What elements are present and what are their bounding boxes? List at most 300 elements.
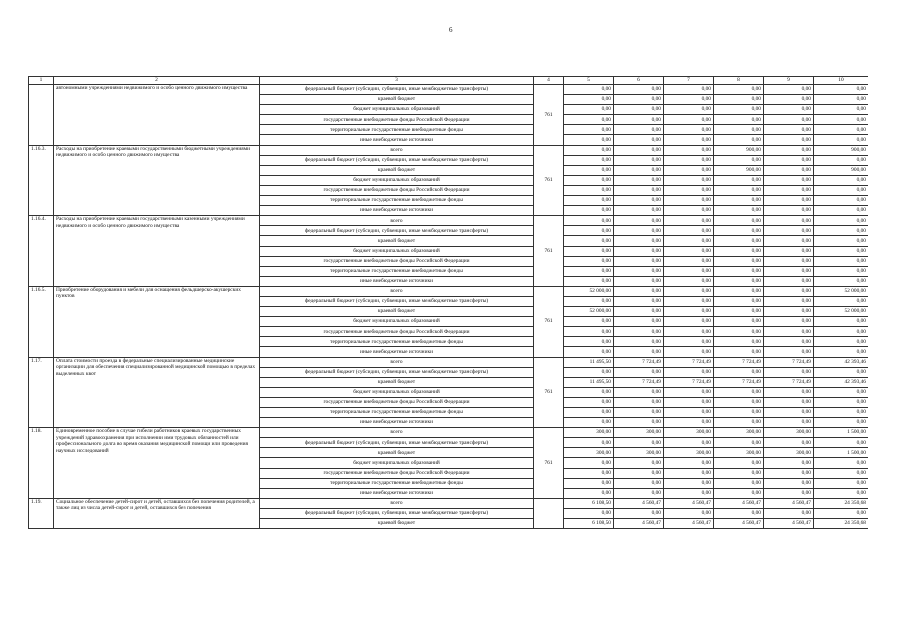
- year-value: 52 000,00: [564, 286, 614, 296]
- year-value: 0,00: [714, 276, 764, 286]
- year-value: 0,00: [564, 256, 614, 266]
- year-value: 0,00: [664, 226, 714, 236]
- total-value: 0,00: [814, 125, 869, 135]
- year-value: 0,00: [614, 165, 664, 175]
- total-value: 0,00: [814, 347, 869, 357]
- year-value: 0,00: [714, 418, 764, 428]
- year-value: 0,00: [764, 337, 814, 347]
- year-value: 0,00: [614, 317, 664, 327]
- year-value: 0,00: [564, 276, 614, 286]
- year-value: 0,00: [614, 266, 664, 276]
- year-value: 6 108,50: [564, 519, 614, 529]
- funding-source: федеральный бюджет (субсидии, субвенции, иные межбюджетные трансферты): [260, 438, 534, 448]
- item-code: 1.17.: [29, 357, 54, 428]
- column-number-header: 4: [534, 77, 564, 85]
- year-value: 0,00: [614, 155, 664, 165]
- funding-source: всего: [260, 428, 534, 438]
- column-number-header: 2: [54, 77, 260, 85]
- year-value: 0,00: [564, 387, 614, 397]
- total-value: 0,00: [814, 135, 869, 145]
- total-value: 1 500,00: [814, 428, 869, 438]
- grbs-code: 761: [534, 145, 564, 216]
- year-value: 0,00: [664, 286, 714, 296]
- year-value: 0,00: [764, 175, 814, 185]
- total-value: 1 500,00: [814, 448, 869, 458]
- column-number-header: 3: [260, 77, 534, 85]
- year-value: 0,00: [664, 408, 714, 418]
- funding-source: государственные внебюджетные фонды Российской Федерации: [260, 185, 534, 195]
- year-value: 0,00: [764, 307, 814, 317]
- year-value: 7 724,49: [714, 377, 764, 387]
- year-value: 0,00: [714, 206, 764, 216]
- funding-source: федеральный бюджет (субсидии, субвенции, иные межбюджетные трансферты): [260, 155, 534, 165]
- year-value: 0,00: [614, 488, 664, 498]
- funding-source: иные внебюджетные источники: [260, 347, 534, 357]
- total-value: 900,00: [814, 145, 869, 155]
- total-value: 0,00: [814, 95, 869, 105]
- year-value: 0,00: [564, 216, 614, 226]
- year-value: 0,00: [614, 478, 664, 488]
- item-name: автономными учреждениями недвижимого и особо ценного движимого имущества: [54, 85, 260, 146]
- total-value: 0,00: [814, 266, 869, 276]
- year-value: 0,00: [614, 105, 664, 115]
- total-value: 0,00: [814, 296, 869, 306]
- funding-source: иные внебюджетные источники: [260, 488, 534, 498]
- year-value: 0,00: [564, 236, 614, 246]
- funding-source: государственные внебюджетные фонды Российской Федерации: [260, 256, 534, 266]
- year-value: 0,00: [614, 337, 664, 347]
- funding-source: иные внебюджетные источники: [260, 276, 534, 286]
- funding-source: всего: [260, 286, 534, 296]
- funding-source: краевой бюджет: [260, 165, 534, 175]
- total-value: 0,00: [814, 418, 869, 428]
- year-value: 0,00: [764, 488, 814, 498]
- year-value: 0,00: [664, 438, 714, 448]
- total-value: 42 393,46: [814, 357, 869, 367]
- year-value: 0,00: [564, 468, 614, 478]
- year-value: 0,00: [664, 387, 714, 397]
- year-value: 0,00: [564, 408, 614, 418]
- year-value: 0,00: [614, 175, 664, 185]
- year-value: 0,00: [714, 105, 764, 115]
- year-value: 0,00: [614, 397, 664, 407]
- year-value: 0,00: [764, 165, 814, 175]
- year-value: 0,00: [714, 387, 764, 397]
- item-code: 1.18.: [29, 428, 54, 499]
- column-number-header: 8: [714, 77, 764, 85]
- year-value: 300,00: [714, 448, 764, 458]
- total-value: 0,00: [814, 508, 869, 518]
- year-value: 4 560,47: [664, 519, 714, 529]
- year-value: 0,00: [614, 296, 664, 306]
- year-value: 0,00: [714, 408, 764, 418]
- table-body: [29, 85, 869, 529]
- year-value: 0,00: [764, 145, 814, 155]
- item-name: Социальное обеспечение детей-сирот и детей, оставшихся без попечения родителей, а также лиц из числа детей-сирот и детей, оставшихся без попечения: [54, 498, 260, 528]
- year-value: 300,00: [564, 448, 614, 458]
- funding-source: территориальные государственные внебюджетные фонды: [260, 478, 534, 488]
- year-value: 0,00: [664, 478, 714, 488]
- funding-source: краевой бюджет: [260, 95, 534, 105]
- year-value: 4 560,47: [714, 519, 764, 529]
- year-value: 0,00: [714, 85, 764, 95]
- item-name: Единовременное пособие в случае гибели работников краевых государственных учреждений здравоохранения при исполнении ими трудовых обязанностей или профессионального долга во время оказания медицинской помощи или проведения научных исследований: [54, 428, 260, 499]
- year-value: 0,00: [664, 347, 714, 357]
- year-value: 0,00: [614, 408, 664, 418]
- year-value: 7 724,49: [614, 377, 664, 387]
- funding-source: краевой бюджет: [260, 519, 534, 529]
- year-value: 0,00: [714, 175, 764, 185]
- year-value: 0,00: [664, 397, 714, 407]
- total-value: 0,00: [814, 317, 869, 327]
- year-value: 0,00: [714, 246, 764, 256]
- year-value: 4 560,47: [764, 498, 814, 508]
- year-value: 0,00: [664, 266, 714, 276]
- grbs-code: 761: [534, 216, 564, 287]
- year-value: 0,00: [664, 135, 714, 145]
- year-value: 0,00: [714, 397, 764, 407]
- total-value: 0,00: [814, 327, 869, 337]
- year-value: 0,00: [714, 296, 764, 306]
- year-value: 300,00: [664, 448, 714, 458]
- year-value: 0,00: [764, 155, 814, 165]
- year-value: 0,00: [614, 185, 664, 195]
- year-value: 0,00: [764, 438, 814, 448]
- year-value: 300,00: [764, 448, 814, 458]
- funding-source: иные внебюджетные источники: [260, 418, 534, 428]
- year-value: 0,00: [714, 367, 764, 377]
- year-value: 0,00: [614, 145, 664, 155]
- item-code: 1.16.3.: [29, 145, 54, 216]
- item-name: Приобретение оборудования и мебели для оснащения фельдшерско-акушерских пунктов: [54, 286, 260, 357]
- year-value: 300,00: [564, 428, 614, 438]
- year-value: 0,00: [664, 206, 714, 216]
- funding-source: федеральный бюджет (субсидии, субвенции, иные межбюджетные трансферты): [260, 85, 534, 95]
- year-value: 4 560,47: [714, 498, 764, 508]
- year-value: 0,00: [614, 236, 664, 246]
- year-value: 7 724,49: [614, 357, 664, 367]
- grbs-code: 761: [534, 428, 564, 499]
- year-value: 0,00: [614, 387, 664, 397]
- year-value: 7 724,49: [664, 357, 714, 367]
- funding-source: всего: [260, 498, 534, 508]
- year-value: 0,00: [764, 418, 814, 428]
- year-value: 0,00: [564, 347, 614, 357]
- year-value: 0,00: [614, 196, 664, 206]
- year-value: 0,00: [664, 216, 714, 226]
- year-value: 0,00: [764, 397, 814, 407]
- year-value: 0,00: [764, 226, 814, 236]
- total-value: 0,00: [814, 115, 869, 125]
- year-value: 0,00: [764, 196, 814, 206]
- funding-source: бюджет муниципальных образований: [260, 458, 534, 468]
- year-value: 0,00: [714, 95, 764, 105]
- funding-table-container: [28, 76, 868, 592]
- total-value: 0,00: [814, 468, 869, 478]
- year-value: 0,00: [714, 458, 764, 468]
- year-value: 0,00: [614, 115, 664, 125]
- total-value: 42 393,46: [814, 377, 869, 387]
- year-value: 0,00: [564, 155, 614, 165]
- year-value: 0,00: [714, 185, 764, 195]
- year-value: 0,00: [664, 367, 714, 377]
- funding-source: всего: [260, 216, 534, 226]
- funding-source: федеральный бюджет (субсидии, субвенции, иные межбюджетные трансферты): [260, 226, 534, 236]
- column-number-header: 7: [664, 77, 714, 85]
- year-value: 0,00: [614, 286, 664, 296]
- total-value: 0,00: [814, 478, 869, 488]
- funding-source: бюджет муниципальных образований: [260, 387, 534, 397]
- year-value: 0,00: [714, 478, 764, 488]
- total-value: 52 000,00: [814, 286, 869, 296]
- year-value: 0,00: [564, 206, 614, 216]
- year-value: 6 108,50: [564, 498, 614, 508]
- year-value: 0,00: [764, 286, 814, 296]
- total-value: 0,00: [814, 337, 869, 347]
- total-value: 0,00: [814, 216, 869, 226]
- year-value: 0,00: [664, 296, 714, 306]
- total-value: 0,00: [814, 397, 869, 407]
- funding-source: иные внебюджетные источники: [260, 206, 534, 216]
- total-value: 0,00: [814, 408, 869, 418]
- year-value: 0,00: [764, 327, 814, 337]
- funding-source: всего: [260, 357, 534, 367]
- year-value: 0,00: [714, 337, 764, 347]
- year-value: 0,00: [564, 115, 614, 125]
- year-value: 0,00: [564, 165, 614, 175]
- year-value: 0,00: [564, 175, 614, 185]
- year-value: 0,00: [764, 135, 814, 145]
- year-value: 0,00: [664, 468, 714, 478]
- funding-source: бюджет муниципальных образований: [260, 317, 534, 327]
- year-value: 11 495,50: [564, 377, 614, 387]
- table-row: [29, 145, 869, 155]
- year-value: 0,00: [564, 337, 614, 347]
- item-name: Оплата стоимости проезда в федеральные специализированные медицинские организации для обеспечения специализированной медицинской помощью в пределах выделенных квот: [54, 357, 260, 428]
- year-value: 0,00: [714, 135, 764, 145]
- funding-source: федеральный бюджет (субсидии, субвенции, иные межбюджетные трансферты): [260, 508, 534, 518]
- year-value: 0,00: [614, 307, 664, 317]
- item-code: [29, 85, 54, 146]
- funding-source: краевой бюджет: [260, 236, 534, 246]
- year-value: 0,00: [764, 216, 814, 226]
- year-value: 0,00: [664, 256, 714, 266]
- column-number-row: [29, 77, 869, 85]
- table-row: [29, 216, 869, 226]
- table-row: [29, 286, 869, 296]
- year-value: 0,00: [764, 276, 814, 286]
- grbs-code: 761: [534, 357, 564, 428]
- year-value: 0,00: [564, 317, 614, 327]
- year-value: 0,00: [764, 347, 814, 357]
- year-value: 0,00: [614, 508, 664, 518]
- year-value: 0,00: [764, 468, 814, 478]
- year-value: 0,00: [564, 397, 614, 407]
- year-value: 0,00: [714, 115, 764, 125]
- year-value: 0,00: [564, 418, 614, 428]
- year-value: 0,00: [764, 296, 814, 306]
- year-value: 0,00: [614, 256, 664, 266]
- year-value: 11 495,50: [564, 357, 614, 367]
- funding-source: территориальные государственные внебюджетные фонды: [260, 337, 534, 347]
- year-value: 0,00: [564, 185, 614, 195]
- year-value: 0,00: [764, 408, 814, 418]
- year-value: 0,00: [714, 125, 764, 135]
- year-value: 0,00: [764, 95, 814, 105]
- total-value: 0,00: [814, 105, 869, 115]
- total-value: 52 000,00: [814, 307, 869, 317]
- year-value: 0,00: [564, 438, 614, 448]
- funding-table: [28, 76, 868, 529]
- total-value: 0,00: [814, 458, 869, 468]
- year-value: 0,00: [764, 256, 814, 266]
- grbs-code: 761: [534, 85, 564, 146]
- year-value: 7 724,49: [764, 357, 814, 367]
- total-value: 0,00: [814, 226, 869, 236]
- year-value: 0,00: [664, 317, 714, 327]
- year-value: 0,00: [664, 246, 714, 256]
- year-value: 0,00: [614, 206, 664, 216]
- item-name: Расходы на приобретение краевыми государственными бюджетными учреждениями недвижимого и особо ценного движимого имущества: [54, 145, 260, 216]
- year-value: 0,00: [664, 418, 714, 428]
- year-value: 4 560,47: [614, 498, 664, 508]
- funding-source: краевой бюджет: [260, 307, 534, 317]
- total-value: 0,00: [814, 488, 869, 498]
- year-value: 0,00: [764, 266, 814, 276]
- year-value: 4 560,47: [664, 498, 714, 508]
- year-value: 0,00: [714, 438, 764, 448]
- year-value: 0,00: [764, 478, 814, 488]
- year-value: 0,00: [614, 468, 664, 478]
- year-value: 0,00: [614, 458, 664, 468]
- year-value: 0,00: [714, 307, 764, 317]
- year-value: 0,00: [764, 125, 814, 135]
- total-value: 0,00: [814, 85, 869, 95]
- year-value: 0,00: [764, 246, 814, 256]
- year-value: 0,00: [564, 226, 614, 236]
- total-value: 0,00: [814, 387, 869, 397]
- year-value: 300,00: [614, 448, 664, 458]
- year-value: 0,00: [714, 468, 764, 478]
- year-value: 0,00: [714, 317, 764, 327]
- year-value: 0,00: [614, 95, 664, 105]
- year-value: 0,00: [764, 508, 814, 518]
- year-value: 0,00: [714, 266, 764, 276]
- column-number-header: 10: [814, 77, 869, 85]
- year-value: 0,00: [564, 125, 614, 135]
- year-value: 0,00: [664, 125, 714, 135]
- year-value: 0,00: [614, 327, 664, 337]
- year-value: 0,00: [564, 95, 614, 105]
- year-value: 0,00: [664, 185, 714, 195]
- grbs-code: [534, 498, 564, 528]
- year-value: 0,00: [664, 85, 714, 95]
- year-value: 0,00: [714, 155, 764, 165]
- year-value: 0,00: [764, 317, 814, 327]
- funding-source: краевой бюджет: [260, 448, 534, 458]
- funding-source: всего: [260, 145, 534, 155]
- year-value: 0,00: [664, 165, 714, 175]
- total-value: 24 350,68: [814, 519, 869, 529]
- year-value: 0,00: [564, 105, 614, 115]
- year-value: 0,00: [714, 347, 764, 357]
- grbs-code: 761: [534, 286, 564, 357]
- year-value: 0,00: [564, 296, 614, 306]
- year-value: 0,00: [564, 488, 614, 498]
- year-value: 0,00: [664, 307, 714, 317]
- total-value: 0,00: [814, 185, 869, 195]
- column-number-header: 6: [614, 77, 664, 85]
- year-value: 0,00: [564, 327, 614, 337]
- total-value: 0,00: [814, 276, 869, 286]
- total-value: 0,00: [814, 206, 869, 216]
- year-value: 0,00: [564, 478, 614, 488]
- year-value: 0,00: [664, 175, 714, 185]
- year-value: 0,00: [664, 155, 714, 165]
- column-number-header: 5: [564, 77, 614, 85]
- total-value: 0,00: [814, 246, 869, 256]
- year-value: 52 000,00: [564, 307, 614, 317]
- total-value: 24 350,68: [814, 498, 869, 508]
- year-value: 0,00: [714, 508, 764, 518]
- year-value: 4 560,47: [614, 519, 664, 529]
- year-value: 0,00: [714, 327, 764, 337]
- total-value: 0,00: [814, 155, 869, 165]
- funding-source: территориальные государственные внебюджетные фонды: [260, 408, 534, 418]
- table-row: [29, 498, 869, 508]
- year-value: 0,00: [614, 418, 664, 428]
- year-value: 7 724,49: [664, 377, 714, 387]
- total-value: 0,00: [814, 367, 869, 377]
- year-value: 0,00: [714, 196, 764, 206]
- year-value: 0,00: [664, 95, 714, 105]
- total-value: 0,00: [814, 196, 869, 206]
- year-value: 0,00: [664, 145, 714, 155]
- year-value: 0,00: [664, 196, 714, 206]
- year-value: 0,00: [764, 387, 814, 397]
- year-value: 0,00: [614, 367, 664, 377]
- year-value: 0,00: [614, 125, 664, 135]
- year-value: 300,00: [764, 428, 814, 438]
- total-value: 0,00: [814, 236, 869, 246]
- year-value: 0,00: [714, 226, 764, 236]
- funding-source: бюджет муниципальных образований: [260, 105, 534, 115]
- year-value: 300,00: [614, 428, 664, 438]
- year-value: 0,00: [714, 286, 764, 296]
- year-value: 0,00: [614, 135, 664, 145]
- year-value: 7 724,49: [714, 357, 764, 367]
- year-value: 0,00: [614, 276, 664, 286]
- year-value: 0,00: [564, 85, 614, 95]
- funding-source: краевой бюджет: [260, 377, 534, 387]
- funding-source: территориальные государственные внебюджетные фонды: [260, 125, 534, 135]
- item-code: 1.16.4.: [29, 216, 54, 287]
- funding-source: государственные внебюджетные фонды Российской Федерации: [260, 327, 534, 337]
- total-value: 0,00: [814, 438, 869, 448]
- year-value: 0,00: [764, 115, 814, 125]
- year-value: 0,00: [614, 226, 664, 236]
- year-value: 0,00: [764, 85, 814, 95]
- year-value: 0,00: [714, 236, 764, 246]
- year-value: 0,00: [714, 216, 764, 226]
- year-value: 0,00: [614, 246, 664, 256]
- year-value: 0,00: [764, 185, 814, 195]
- funding-source: государственные внебюджетные фонды Российской Федерации: [260, 397, 534, 407]
- year-value: 0,00: [564, 135, 614, 145]
- year-value: 0,00: [564, 367, 614, 377]
- year-value: 900,00: [714, 165, 764, 175]
- year-value: 0,00: [564, 458, 614, 468]
